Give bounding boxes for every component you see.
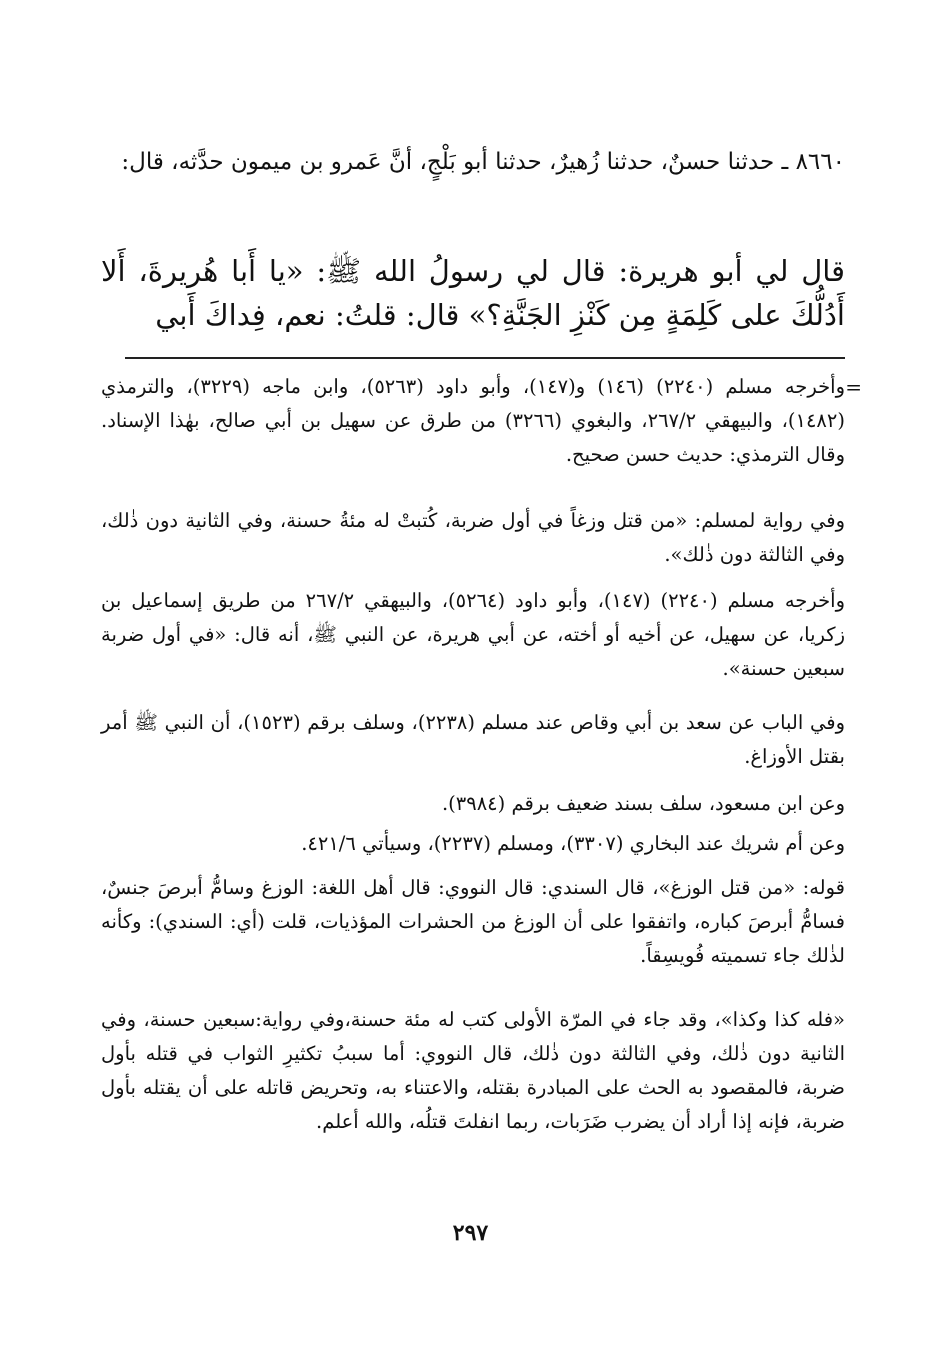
footnote-separator [125, 357, 845, 359]
footnote-paragraph: وفي رواية لمسلم: «من قتل وزغاً في أول ضربة، كُتبتْ له مئةُ حسنة، وفي الثانية دون ذٰلك، وفي الثالثة دون ذٰلك». [101, 509, 845, 566]
hadith-isnad: ٨٦٦٠ ـ حدثنا حسنٌ، حدثنا زُهيرٌ، حدثنا أبو بَلْجٍ، أنَّ عَمرو بن ميمون حدَّثه، قال: [121, 149, 845, 175]
hadith-matn: قال لي أبو هريرة: قال لي رسولُ الله ﷺ: «يا أَبا هُريرةَ، أَلا أَدُلُّكَ على كَلِمَةٍ مِن كَنْزِ الجَنَّةِ؟» قال: قلتُ: نعم، فِداكَ أَبي [101, 254, 845, 332]
footnote-paragraph: وعن أم شريك عند البخاري (٣٣٠٧)، ومسلم (٢٢٣٧)، وسيأتي ٤٢١/٦. [301, 832, 845, 855]
footnote-paragraph: وعن ابن مسعود، سلف بسند ضعيف برقم (٣٩٨٤). [441, 792, 845, 815]
page-number: ٢٩٧ [452, 1220, 489, 1246]
footnote-paragraph: قوله: «من قتل الوزغ»، قال السندي: قال النووي: قال أهل اللغة: الوزغ وسامُّ أبرصَ جنسٌ، فسامُّ أبرصَ كباره، واتفقوا على أن الوزغ من الحشرات المؤذيات، قلت (أي: السندي): وكأنه لذٰلك جاء تسميته فُويسِقاً. [101, 876, 845, 967]
footnote-paragraph: وفي الباب عن سعد بن أبي وقاص عند مسلم (٢٢٣٨)، وسلف برقم (١٥٢٣)، أن النبي ﷺ أمر بقتل الأوزاغ. [101, 711, 845, 768]
footnote-paragraph: وأخرجه مسلم (٢٢٤٠) (١٤٦) و(١٤٧)، وأبو داود (٥٢٦٣)، وابن ماجه (٣٢٢٩)، والترمذي (١٤٨٢)، والبيهقي ٢٦٧/٢، والبغوي (٣٢٦٦) من طرق عن سهيل بن أبي صالح، بهٰذا الإسناد. وقال الترمذي: حديث حسن صحيح. [101, 375, 846, 466]
footnote-continuation-mark: = [845, 375, 862, 399]
footnote-paragraph: وأخرجه مسلم (٢٢٤٠) (١٤٧)، وأبو داود (٥٢٦٤)، والبيهقي ٢٦٧/٢ من طريق إسماعيل بن زكريا، عن سهيل، عن أخيه أو أخته، عن أبي هريرة، عن النبي ﷺ، أنه قال: «في أول ضربة سبعين حسنة». [101, 589, 845, 680]
footnote-paragraph: «فله كذا وكذا»، وقد جاء في المرّة الأولى كتب له مئة حسنة،وفي رواية:سبعين حسنة، وفي الثانية دون ذٰلك، وفي الثالثة دون ذٰلك، قال النووي: أما سببُ تكثيرِ الثواب في قتله بأول ضربة، فالمقصود به الحث على المبادرة بقتله، والاعتناء به، وتحريض قاتله على أن يقتله بأول ضربة، فإنه إذا أراد أن يضرب ضَرَبات، ربما انفلتَ قتلُه، والله أعلم. [101, 1008, 845, 1133]
